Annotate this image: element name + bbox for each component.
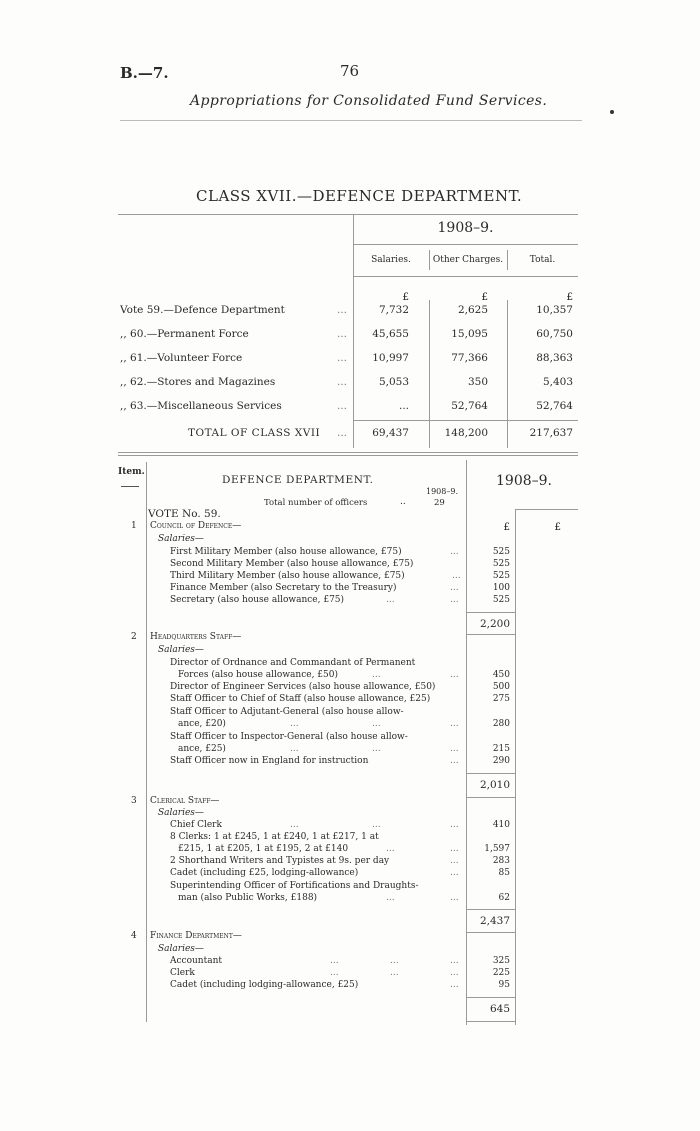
subtotal-rule [466, 797, 515, 798]
line-amount: 280 [492, 719, 510, 729]
line-item: Third Military Member (also house allowance, £75) [170, 571, 405, 581]
line-amount: 410 [492, 820, 510, 830]
line-item: Superintending Officer of Fortifications and Draughts- [170, 881, 419, 891]
subtotal-rule [466, 909, 515, 910]
summary-other: 15,095 [451, 328, 488, 340]
summary-col-other: Other Charges. [432, 255, 504, 265]
section-subheading: Salaries— [158, 944, 204, 954]
leader-dots: ... [386, 595, 395, 605]
item-number: 2 [131, 632, 137, 642]
leader-dots: ... [290, 744, 299, 754]
summary-total: 60,750 [536, 328, 573, 340]
leader-dots: ... [337, 328, 348, 340]
line-item: £215, 1 at £205, 1 at £195, 2 at £140 [178, 844, 349, 854]
line-item: Cadet (including lodging-allowance, £25) [170, 980, 359, 990]
section-subheading: Salaries— [158, 808, 204, 818]
subtotal-rule [466, 612, 515, 613]
line-item: Chief Clerk [170, 820, 222, 830]
summary-top-rule [118, 214, 578, 215]
item-column-header: Item. [118, 467, 145, 477]
summary-year-rule [353, 244, 578, 245]
summary-other: 52,764 [451, 400, 488, 412]
total-column-rule [515, 510, 516, 1025]
line-item: Finance Member (also Secretary to the Treasury) [170, 583, 397, 593]
line-item: Staff Officer to Inspector-General (also house allow- [170, 732, 408, 742]
leader-dots: ... [452, 571, 461, 581]
summary-total: 52,764 [536, 400, 573, 412]
leader-dots: ... [290, 820, 299, 830]
leader-dots: ... [386, 844, 395, 854]
line-amount: 290 [492, 756, 510, 766]
summary-header-rule [353, 276, 578, 277]
summary-total-label: TOTAL OF CLASS XVII [188, 427, 321, 439]
detail-top-rule [118, 452, 578, 453]
line-amount: 100 [492, 583, 510, 593]
detail-top-rule [118, 455, 578, 456]
section-subheading: Salaries— [158, 645, 204, 655]
leader-dots: ... [450, 595, 459, 605]
page-reference: B.—7. [120, 64, 169, 82]
line-amount: 525 [492, 547, 510, 557]
item-number: 4 [131, 931, 137, 941]
subtotal-rule [466, 1021, 515, 1022]
line-item: man (also Public Works, £188) [178, 893, 318, 903]
class-heading: CLASS XVII.—DEFENCE DEPARTMENT. [196, 187, 523, 205]
line-amount: 215 [492, 744, 510, 754]
section-subtotal: 2,010 [479, 779, 510, 791]
line-item: Secretary (also house allowance, £75) [170, 595, 345, 605]
leader-dots: ... [386, 893, 395, 903]
line-item: Director of Ordnance and Commandant of Permanent [170, 658, 416, 668]
summary-col-rule [507, 300, 508, 448]
detail-year-rule [515, 509, 578, 510]
line-item: First Military Member (also house allowance, £75) [170, 547, 402, 557]
header-rule [120, 120, 582, 121]
section-heading: Council of Defence— [150, 521, 242, 531]
leader-dots: ... [450, 980, 459, 990]
line-amount: 325 [492, 956, 510, 966]
leader-dots: ... [450, 893, 459, 903]
leader-dots: ... [372, 744, 381, 754]
leader-dots: ... [450, 744, 459, 754]
line-amount: 85 [498, 868, 510, 878]
line-amount: 525 [492, 595, 510, 605]
leader-dots: ... [372, 670, 381, 680]
summary-row-label: ,, 61.—Volunteer Force [120, 352, 243, 364]
line-item: Accountant [170, 956, 222, 966]
section-heading: Headquarters Staff— [150, 632, 242, 642]
line-amount: 1,597 [484, 844, 510, 854]
summary-total: 10,357 [536, 304, 573, 316]
line-amount: 450 [492, 670, 510, 680]
subtotal-rule [466, 932, 515, 933]
summary-salaries: ... [398, 400, 409, 412]
section-heading: Clerical Staff— [150, 796, 220, 806]
leader-dots: ... [390, 956, 399, 966]
leader-dots: ... [337, 304, 348, 316]
summary-salaries: 45,655 [372, 328, 409, 340]
summary-salaries: 10,997 [372, 352, 409, 364]
line-amount: 283 [492, 856, 510, 866]
summary-total-rule [353, 420, 578, 421]
leader-dots: ... [450, 670, 459, 680]
leader-dots: ... [390, 968, 399, 978]
summary-other: 77,366 [451, 352, 488, 364]
leader-dots: ... [337, 400, 348, 412]
officers-year: 1908–9. [426, 487, 458, 496]
line-amount: 275 [492, 694, 510, 704]
leader-dots: ... [450, 547, 459, 557]
leader-dots: ... [450, 856, 459, 866]
currency-symbol: £ [503, 521, 510, 533]
detail-year: 1908–9. [496, 473, 552, 489]
summary-row-label: Vote 59.—Defence Department [120, 304, 285, 316]
summary-col-rule [429, 300, 430, 448]
summary-total: 88,363 [536, 352, 573, 364]
detail-title: DEFENCE DEPARTMENT. [222, 474, 374, 486]
leader-dots: ... [330, 968, 339, 978]
section-subtotal: 2,437 [479, 915, 510, 927]
item-number: 3 [131, 796, 137, 806]
currency-symbol: £ [402, 291, 409, 303]
leader-dots: ... [450, 868, 459, 878]
leader-dots: ... [450, 968, 459, 978]
leader-dots: ... [330, 956, 339, 966]
summary-col-total: Total. [529, 255, 556, 265]
line-item: Cadet (including £25, lodging-allowance) [170, 868, 359, 878]
summary-row-label: ,, 63.—Miscellaneous Services [120, 400, 282, 412]
officers-count: 29 [434, 498, 445, 508]
item-number: 1 [131, 521, 137, 531]
subtotal-rule [466, 773, 515, 774]
summary-row-label: ,, 60.—Permanent Force [120, 328, 249, 340]
currency-symbol: £ [481, 291, 488, 303]
leader-dots: ... [337, 352, 348, 364]
summary-other: 2,625 [457, 304, 488, 316]
leader-dots: ... [450, 583, 459, 593]
summary-row-label: ,, 62.—Stores and Magazines [120, 376, 276, 388]
line-item: Staff Officer to Adjutant-General (also house allow- [170, 707, 404, 717]
line-amount: 525 [492, 559, 510, 569]
leader-dots: ... [450, 820, 459, 830]
officers-dots: .. [400, 497, 406, 507]
subtotal-rule [466, 634, 515, 635]
leader-dots: ... [450, 956, 459, 966]
line-item: 8 Clerks: 1 at £245, 1 at £240, 1 at £217, 1 at [170, 832, 379, 842]
summary-year: 1908–9. [437, 220, 494, 236]
line-item: Director of Engineer Services (also house allowance, £50) [170, 682, 436, 692]
line-amount: 62 [498, 893, 510, 903]
line-amount: 525 [492, 571, 510, 581]
officers-label: Total number of officers [264, 498, 368, 508]
summary-total-other: 148,200 [444, 427, 488, 439]
leader-dots: ... [337, 427, 348, 439]
section-subtotal: 645 [489, 1003, 510, 1015]
summary-total-salaries: 69,437 [372, 427, 409, 439]
summary-other: 350 [467, 376, 488, 388]
item-column-rule [146, 462, 147, 1022]
section-subheading: Salaries— [158, 534, 204, 544]
line-item: Forces (also house allowance, £50) [178, 670, 338, 680]
section-heading: Finance Department— [150, 931, 242, 941]
leader-dots: ... [372, 820, 381, 830]
line-item: ance, £25) [178, 744, 226, 754]
summary-salaries: 7,732 [378, 304, 409, 316]
summary-salaries: 5,053 [378, 376, 409, 388]
leader-dots: ... [450, 844, 459, 854]
leader-dots: ... [450, 719, 459, 729]
leader-dots: ... [372, 719, 381, 729]
currency-symbol: £ [554, 521, 561, 533]
line-item: 2 Shorthand Writers and Typistes at 9s. per day [170, 856, 390, 866]
line-amount: 500 [492, 682, 510, 692]
leader-dots: ... [450, 756, 459, 766]
line-item: Clerk [170, 968, 195, 978]
currency-symbol: £ [566, 291, 573, 303]
line-item: Staff Officer now in England for instruction [170, 756, 369, 766]
item-header-underline [121, 486, 139, 487]
summary-total-total: 217,637 [529, 427, 573, 439]
line-amount: 95 [498, 980, 510, 990]
section-subtotal: 2,200 [479, 618, 510, 630]
amount-column-rule [466, 460, 467, 1025]
running-title: Appropriations for Consolidated Fund Services. [190, 93, 548, 109]
ink-dot [610, 110, 614, 114]
page-number: 76 [340, 62, 360, 80]
vote-label: VOTE No. 59. [148, 508, 221, 520]
line-item: Second Military Member (also house allowance, £75) [170, 559, 414, 569]
line-item: ance, £20) [178, 719, 226, 729]
line-item: Staff Officer to Chief of Staff (also house allowance, £25) [170, 694, 431, 704]
line-amount: 225 [492, 968, 510, 978]
subtotal-rule [466, 997, 515, 998]
summary-total: 5,403 [542, 376, 573, 388]
leader-dots: ... [337, 376, 348, 388]
leader-dots: ... [290, 719, 299, 729]
summary-col-salaries: Salaries. [371, 255, 411, 265]
